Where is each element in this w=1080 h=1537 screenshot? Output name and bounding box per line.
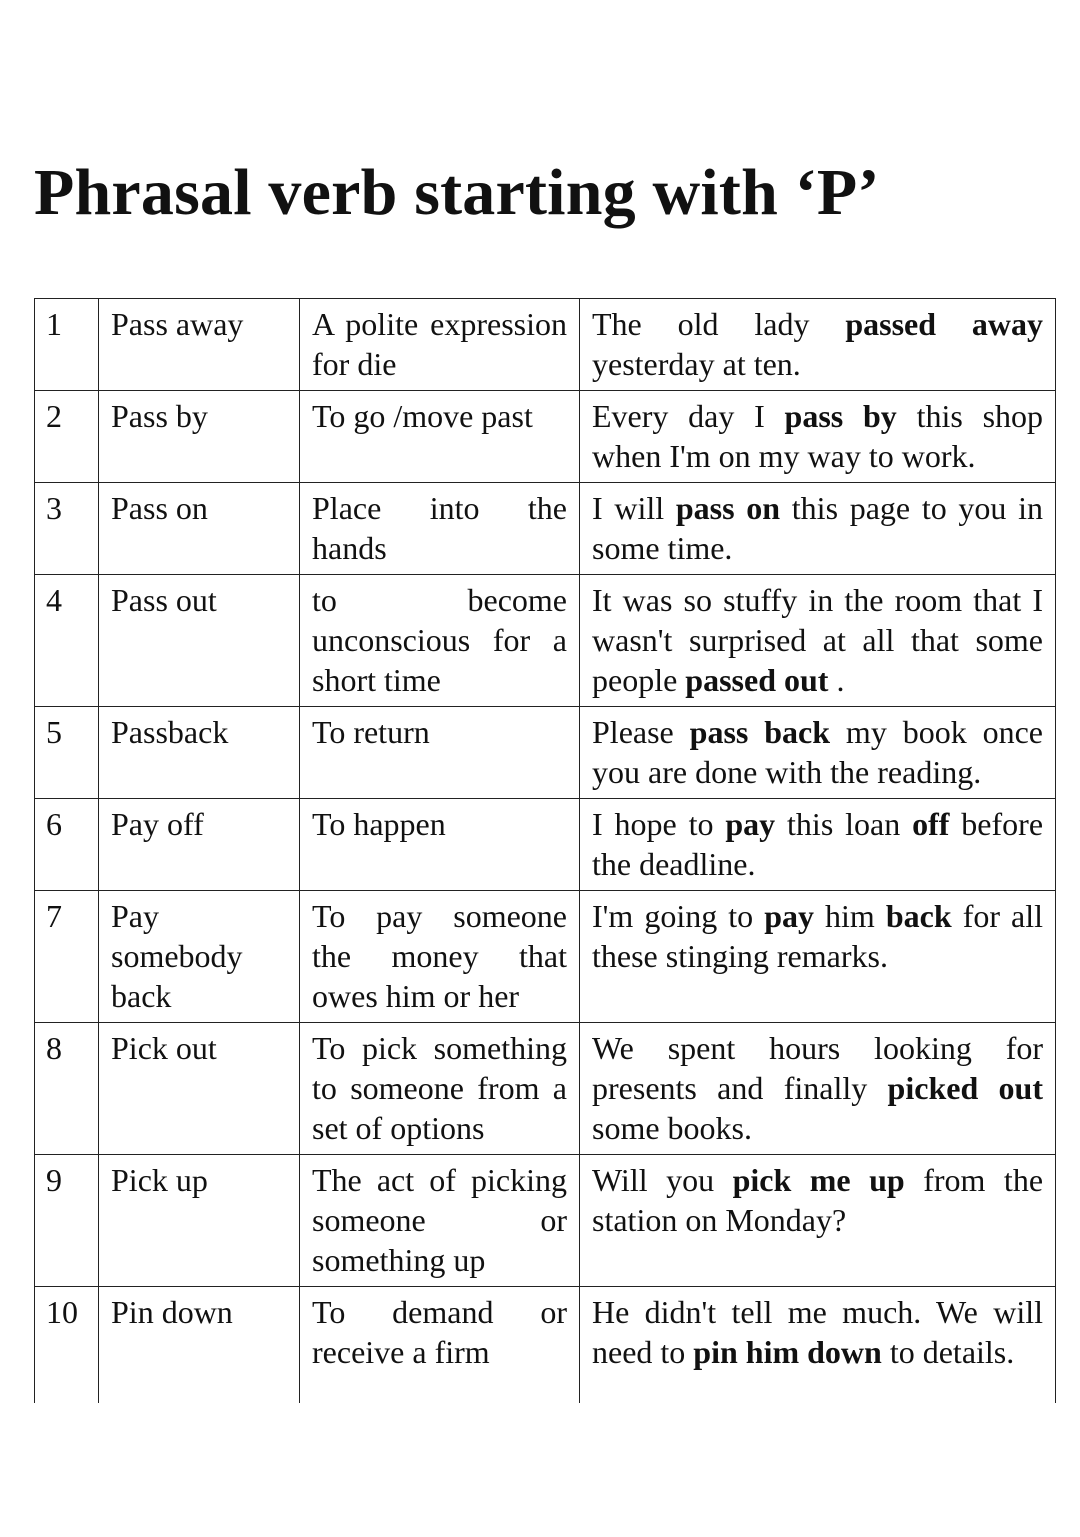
table-row <box>35 799 1056 891</box>
phrasal-verb: Passback <box>99 707 300 799</box>
meaning: To demand or receive a firm <box>300 1287 580 1403</box>
example-sentence <box>580 575 1056 707</box>
example-text: him <box>814 898 886 934</box>
row-number: 1 <box>35 299 99 391</box>
example-text: The old lady <box>592 306 846 342</box>
phrasal-verb: Pass by <box>99 391 300 483</box>
example-text: to details. <box>881 1334 1015 1370</box>
phrasal-verb-highlight: pin him down <box>693 1334 882 1370</box>
example-text: It was so stuffy in the room that I wasn't surprised at all that some people <box>592 582 1043 698</box>
row-number: 10 <box>35 1287 99 1403</box>
row-number: 7 <box>35 891 99 1023</box>
meaning: To happen <box>300 799 580 891</box>
row-number: 6 <box>35 799 99 891</box>
example-sentence <box>580 391 1056 483</box>
meaning: to become unconscious for a short time <box>300 575 580 707</box>
example-text: I hope to <box>592 806 726 842</box>
meaning: To go /move past <box>300 391 580 483</box>
phrasal-verb-highlight: pass on <box>675 490 781 526</box>
table-row <box>35 707 1056 799</box>
phrasal-verb-highlight: pick me up <box>732 1162 905 1198</box>
example-text: . <box>828 662 845 698</box>
phrasal-verb-table <box>34 298 1056 1403</box>
phrasal-verb-highlight: back <box>885 898 952 934</box>
example-text: I'm going to <box>592 898 765 934</box>
phrasal-verb-highlight: off <box>912 806 950 842</box>
phrasal-verb: Pick out <box>99 1023 300 1155</box>
phrasal-verb-highlight: passed out <box>685 662 829 698</box>
table-row <box>35 891 1056 1023</box>
meaning: The act of picking someone or something up <box>300 1155 580 1287</box>
example-text: before the deadline. <box>592 806 1044 882</box>
phrasal-verb-highlight: pay <box>764 898 814 934</box>
phrasal-verb-highlight: pass back <box>689 714 831 750</box>
example-text: from the station on Monday? <box>592 1162 1044 1238</box>
meaning: A polite expression for die <box>300 299 580 391</box>
example-text: this loan <box>775 806 913 842</box>
phrasal-verb: Pass away <box>99 299 300 391</box>
example-text: He didn't tell me much. We will need to <box>592 1294 1043 1370</box>
row-number: 4 <box>35 575 99 707</box>
meaning: To pick something to someone from a set of options <box>300 1023 580 1155</box>
example-sentence <box>580 799 1056 891</box>
table-row <box>35 1023 1056 1155</box>
row-number: 8 <box>35 1023 99 1155</box>
phrasal-verb: Pin down <box>99 1287 300 1403</box>
meaning: To pay someone the money that owes him or her <box>300 891 580 1023</box>
example-text: Every day I <box>592 398 785 434</box>
meaning: Place into the hands <box>300 483 580 575</box>
example-text: I will <box>592 490 676 526</box>
table-row <box>35 1155 1056 1287</box>
example-text: my book once you are done with the reading. <box>592 714 1043 790</box>
phrasal-verb-highlight: pass by <box>784 398 897 434</box>
example-text: Please <box>592 714 690 750</box>
row-number: 2 <box>35 391 99 483</box>
row-number: 9 <box>35 1155 99 1287</box>
phrasal-verb: Pick up <box>99 1155 300 1287</box>
table-row <box>35 575 1056 707</box>
example-text: yesterday at ten. <box>592 346 801 382</box>
phrasal-verb: Pay off <box>99 799 300 891</box>
example-text: this page to you in some time. <box>592 490 1044 566</box>
example-sentence <box>580 483 1056 575</box>
page-title: Phrasal verb starting with ‘P’ <box>34 156 880 229</box>
example-sentence <box>580 1287 1056 1403</box>
table-row <box>35 1287 1056 1403</box>
table-row <box>35 299 1056 391</box>
example-sentence <box>580 1155 1056 1287</box>
row-number: 5 <box>35 707 99 799</box>
phrasal-verb: Pass on <box>99 483 300 575</box>
example-sentence <box>580 299 1056 391</box>
table-row <box>35 483 1056 575</box>
example-sentence <box>580 707 1056 799</box>
phrasal-verb: Pass out <box>99 575 300 707</box>
example-sentence <box>580 1023 1056 1155</box>
phrasal-verb-highlight: passed away <box>845 306 1044 342</box>
example-text: We spent hours looking for presents and finally <box>592 1030 1043 1106</box>
table-row <box>35 391 1056 483</box>
phrasal-verb-highlight: picked out <box>887 1070 1044 1106</box>
row-number: 3 <box>35 483 99 575</box>
example-sentence <box>580 891 1056 1023</box>
example-text: this shop when I'm on my way to work. <box>592 398 1044 474</box>
phrasal-verb-table-body <box>35 299 1056 1403</box>
example-text: for all these stinging remarks. <box>592 898 1044 974</box>
example-text: Will you <box>592 1162 733 1198</box>
example-text: some books. <box>592 1110 752 1146</box>
meaning: To return <box>300 707 580 799</box>
phrasal-verb-highlight: pay <box>725 806 776 842</box>
phrasal-verb: Pay somebody back <box>99 891 300 1023</box>
